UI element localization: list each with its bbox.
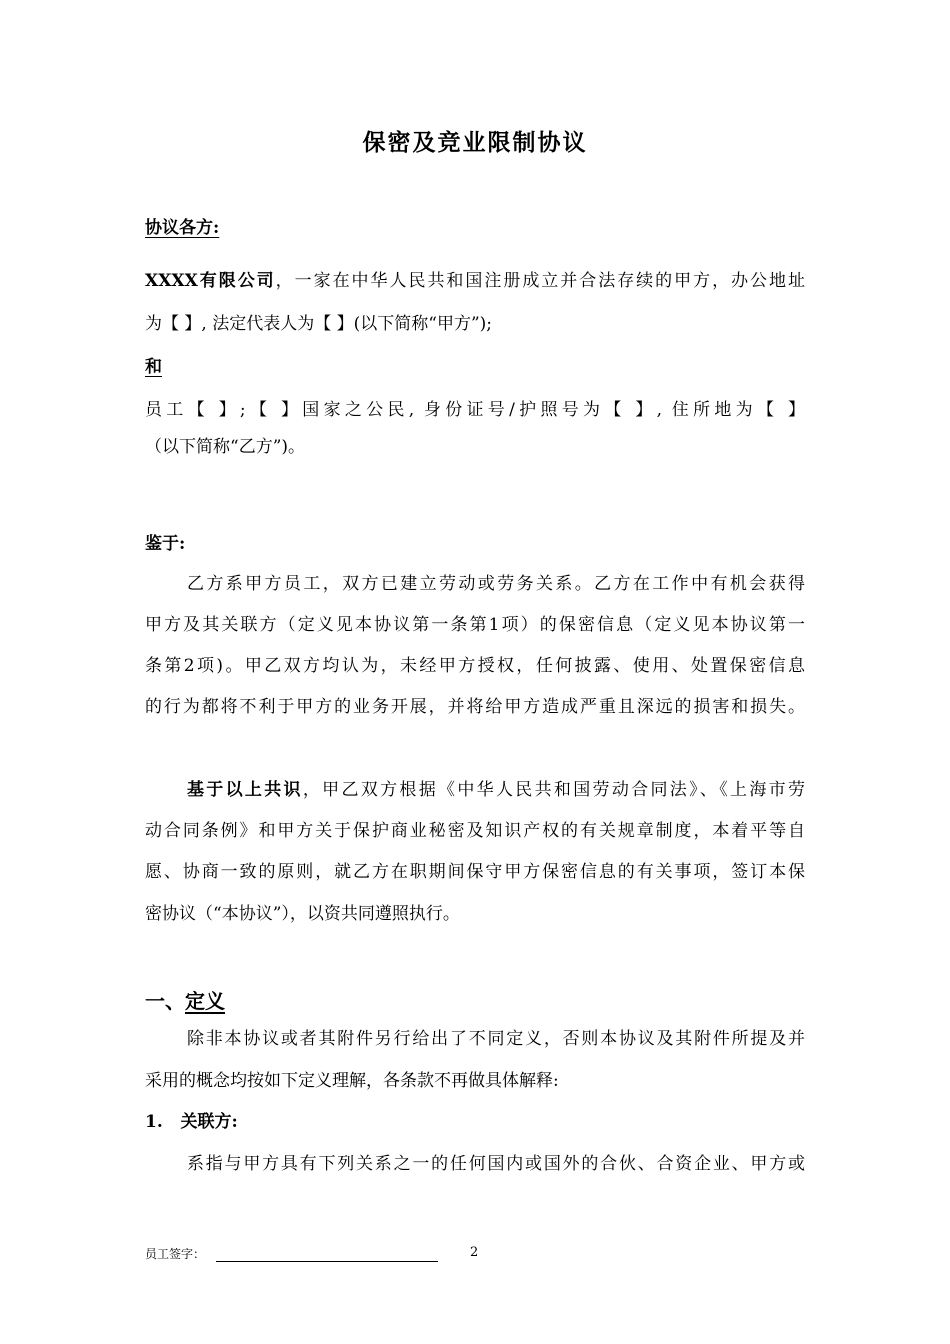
section-1-title: 定义: [185, 989, 225, 1013]
party-b-line-1: 员工【 】;【 】国家之公民, 身份证号/护照号为【 】, 住所地为【 】: [145, 400, 805, 420]
whereas-line-1: 乙方系甲方员工，双方已建立劳动或劳务关系。乙方在工作中有机会获得: [187, 574, 805, 594]
party-a-line-1: [145, 270, 805, 292]
party-a-line-2: 为【 】, 法定代表人为【 】(以下简称“甲方”);: [145, 314, 492, 334]
basis-line-1: [187, 779, 805, 801]
and-label: 和: [145, 357, 162, 377]
item-1-label: 1. 关联方:: [145, 1112, 238, 1132]
section-1-intro-line-1: 除非本协议或者其附件另行给出了不同定义，否则本协议及其附件所提及并: [187, 1029, 805, 1049]
page-title: 保密及竞业限制协议: [362, 129, 588, 156]
section-1-heading: [145, 985, 225, 1014]
basis-line-4: 密协议（“本协议”），以资共同遵照执行。: [145, 904, 460, 924]
whereas-heading: 鉴于:: [145, 534, 186, 554]
party-a-line-1-text: ，一家在中华人民共和国注册成立并合法存续的甲方，办公地址: [275, 271, 805, 291]
section-1-number: 一、: [145, 989, 185, 1013]
signature-label: 员工签字：: [145, 1247, 206, 1261]
signature-line: [216, 1261, 438, 1262]
basis-line-1-text: ，甲乙双方根据《中华人民共和国劳动合同法》、《上海市劳: [302, 780, 805, 800]
whereas-line-2: 甲方及其关联方（定义见本协议第一条第1项）的保密信息（定义见本协议第一: [145, 615, 805, 635]
basis-line-3: 愿、协商一致的原则，就乙方在职期间保守甲方保密信息的有关事项，签订本保: [145, 862, 805, 882]
party-b-line-2: （以下简称“乙方”)。: [145, 437, 306, 457]
parties-heading: 协议各方:: [145, 218, 220, 238]
whereas-line-3: 条第2项)。甲乙双方均认为，未经甲方授权，任何披露、使用、处置保密信息: [145, 656, 805, 676]
section-1-intro-line-2: 采用的概念均按如下定义理解，各条款不再做具体解释:: [145, 1071, 559, 1091]
basis-lead: 基于以上共识: [187, 780, 303, 800]
page-number: 2: [470, 1245, 479, 1260]
whereas-line-4: 的行为都将不利于甲方的业务开展，并将给甲方造成严重且深远的损害和损失。: [145, 697, 805, 717]
basis-line-2: 动合同条例》和甲方关于保护商业秘密及知识产权的有关规章制度，本着平等自: [145, 821, 805, 841]
item-1-line-1: 系指与甲方具有下列关系之一的任何国内或国外的合伙、合资企业、甲方或: [187, 1154, 805, 1174]
party-a-company: XXXX有限公司: [145, 271, 276, 291]
